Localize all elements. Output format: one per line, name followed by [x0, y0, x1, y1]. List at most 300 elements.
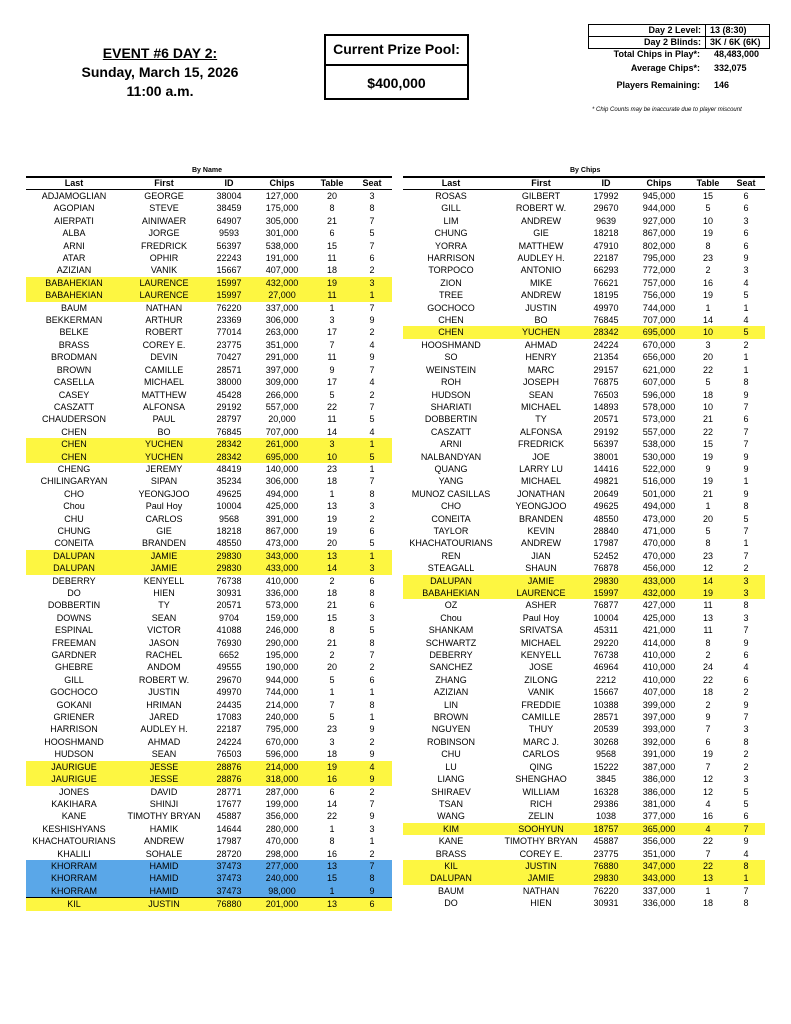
cell-chips: 336,000	[265, 588, 299, 598]
cell-table: 19	[312, 761, 352, 773]
cell-id: 29192	[216, 401, 242, 412]
blinds-label: Day 2 Blinds:	[589, 37, 706, 48]
cell-chips: 795,000	[642, 253, 676, 264]
cell-chips: 538,000	[265, 240, 299, 251]
cell-table: 5	[329, 712, 335, 723]
cell-table: 21	[326, 637, 337, 648]
cell-seat: 7	[369, 364, 375, 375]
cell-table: 18	[326, 588, 337, 598]
table-row	[403, 252, 765, 264]
cell-first: ALFONSA	[519, 426, 562, 437]
cell-id: 77014	[216, 327, 242, 338]
cell-seat: 9	[743, 488, 749, 499]
table-row	[403, 748, 765, 760]
cell-seat: 5	[352, 451, 392, 463]
table-row	[26, 401, 392, 413]
cell-seat: 9	[352, 885, 392, 898]
cell-chips: 433,000	[252, 562, 312, 574]
cell-first: AHMAD	[524, 339, 558, 350]
cell-seat: 2	[369, 513, 375, 524]
cell-first: HAMID	[122, 872, 206, 884]
cell-seat: 1	[352, 550, 392, 562]
cell-id: 14893	[593, 401, 619, 412]
cell-id: 49625	[593, 501, 619, 512]
cell-chips: 573,000	[265, 600, 299, 611]
cell-last: AZIZIAN	[56, 265, 92, 276]
cell-seat: 7	[743, 550, 749, 561]
table-row	[26, 711, 392, 723]
cell-table: 18	[326, 749, 337, 760]
cell-table: 21	[702, 488, 713, 499]
cell-table: 3	[312, 438, 352, 450]
cell-last: FREEMAN	[51, 637, 96, 648]
cell-first: HENRY	[525, 352, 557, 363]
cell-last: KIL	[26, 898, 122, 911]
cell-chips: 190,000	[265, 662, 299, 673]
cell-id: 20649	[593, 488, 619, 499]
cell-table: 2	[329, 650, 335, 661]
col-table: Table	[312, 177, 352, 190]
cell-table: 10	[312, 451, 352, 463]
table-row	[403, 823, 765, 835]
table-row	[403, 240, 765, 252]
cell-id: 35234	[216, 476, 242, 487]
cell-seat: 3	[352, 277, 392, 289]
cell-chips: 867,000	[265, 525, 299, 536]
cell-chips: 557,000	[265, 401, 299, 412]
cell-table: 20	[326, 662, 337, 673]
cell-chips: 407,000	[265, 265, 299, 276]
cell-seat: 9	[743, 451, 749, 462]
cell-table: 22	[702, 364, 713, 375]
table-row	[403, 376, 765, 388]
cell-id: 17677	[216, 798, 242, 809]
cell-table: 21	[326, 215, 337, 226]
table-row	[26, 475, 392, 487]
cell-first: ANDREW	[521, 290, 561, 301]
cell-seat: 6	[743, 240, 749, 251]
cell-last: BROWN	[433, 712, 469, 723]
cell-seat: 6	[743, 650, 749, 661]
cell-table: 13	[326, 501, 337, 512]
cell-last: DALUPAN	[26, 550, 122, 562]
cell-seat: 6	[369, 600, 375, 611]
cell-chips: 280,000	[265, 823, 299, 834]
cell-table: 6	[329, 786, 335, 797]
cell-id: 9568	[218, 513, 240, 524]
cell-last: HOOSHMAND	[421, 339, 481, 350]
table-row	[26, 202, 392, 214]
table-row	[26, 823, 392, 835]
cell-first: JUSTIN	[122, 898, 206, 911]
cell-seat: 8	[369, 588, 375, 598]
cell-table: 18	[702, 898, 713, 909]
event-time: 11:00 a.m.	[126, 83, 194, 99]
cell-seat: 6	[369, 525, 375, 536]
cell-table: 11	[312, 289, 352, 301]
table-row	[26, 835, 392, 847]
cell-chips: 365,000	[629, 823, 689, 835]
cell-seat: 9	[743, 699, 749, 710]
cell-chips: 240,000	[265, 712, 299, 723]
table-row	[403, 351, 765, 363]
cell-chips: 695,000	[252, 451, 312, 463]
cell-seat: 7	[369, 650, 375, 661]
cell-chips: 377,000	[642, 811, 676, 822]
cell-seat: 3	[743, 612, 749, 623]
cell-id: 17987	[593, 538, 619, 549]
cell-seat: 2	[743, 749, 749, 760]
cell-first: FREDDIE	[521, 699, 561, 710]
cell-last: ROSAS	[435, 191, 467, 201]
cell-seat: 7	[369, 476, 375, 487]
cell-seat: 5	[369, 228, 375, 239]
cell-id: 9568	[595, 749, 617, 760]
cell-last: KHORRAM	[26, 885, 122, 898]
cell-last: DO	[444, 898, 458, 909]
col-chips: Chips	[629, 177, 689, 190]
table-row	[403, 488, 765, 500]
table-row	[403, 885, 765, 897]
table-row	[403, 438, 765, 450]
cell-seat: 9	[369, 352, 375, 363]
cell-table: 2	[705, 265, 711, 276]
cell-seat: 5	[369, 625, 375, 636]
cell-chips: 795,000	[265, 724, 299, 735]
cell-chips: 199,000	[265, 798, 299, 809]
table-row	[403, 699, 765, 711]
cell-chips: 410,000	[265, 575, 299, 586]
cell-chips: 802,000	[642, 240, 676, 251]
cell-seat: 3	[743, 265, 749, 276]
cell-table: 22	[702, 674, 713, 685]
table-row	[26, 612, 392, 624]
cell-chips: 392,000	[642, 736, 676, 747]
cell-seat: 6	[369, 674, 375, 685]
cell-first: YEONGJOO	[138, 488, 190, 499]
cell-seat: 1	[352, 289, 392, 301]
cell-chips: 261,000	[252, 438, 312, 450]
cell-last: DALUPAN	[403, 872, 499, 884]
cell-id: 20571	[216, 600, 242, 611]
cell-seat: 2	[743, 761, 749, 772]
cell-seat: 8	[369, 637, 375, 648]
table-row	[26, 252, 392, 264]
cell-seat: 5	[743, 786, 749, 797]
cell-first: MATTHEW	[518, 240, 564, 251]
cell-id: 56397	[216, 240, 242, 251]
cell-table: 1	[329, 823, 335, 834]
cell-seat: 7	[743, 885, 749, 896]
cell-table: 14	[312, 562, 352, 574]
cell-first: JAMIE	[122, 562, 206, 574]
table-row	[26, 550, 392, 562]
cell-first: JIAN	[531, 550, 551, 561]
cell-first: MICHAEL	[520, 637, 561, 648]
cell-table: 9	[705, 712, 711, 723]
cell-table: 2	[705, 699, 711, 710]
cell-table: 1	[312, 885, 352, 898]
cell-chips: 432,000	[252, 277, 312, 289]
table-row	[26, 513, 392, 525]
cell-table: 17	[326, 327, 337, 338]
cell-id: 23775	[593, 848, 619, 859]
cell-last: GOKANI	[56, 699, 92, 710]
event-title-block	[60, 44, 260, 101]
cell-table: 7	[705, 848, 711, 859]
cell-seat: 3	[352, 562, 392, 574]
cell-first: YUCHEN	[122, 438, 206, 450]
total-chips-label: Total Chips in Play*:	[613, 49, 700, 59]
cell-first: Paul Hoy	[522, 612, 560, 623]
cell-table: 8	[329, 203, 335, 214]
cell-id: 29220	[593, 637, 619, 648]
cell-seat: 7	[743, 712, 749, 723]
cell-last: KHACHATOURIANS	[409, 538, 493, 549]
table-row	[26, 798, 392, 810]
cell-seat: 2	[369, 327, 375, 338]
table-row	[26, 438, 392, 450]
table-row	[403, 513, 765, 525]
cell-id: 24435	[216, 699, 242, 710]
table-row	[403, 339, 765, 351]
table-row	[403, 525, 765, 537]
cell-table: 8	[705, 240, 711, 251]
cell-last: REN	[441, 550, 461, 561]
cell-chips: 945,000	[642, 191, 676, 201]
cell-table: 15	[702, 439, 713, 450]
cell-id: 22243	[216, 253, 242, 264]
cell-id: 3845	[595, 774, 617, 785]
cell-last: GHEBRE	[54, 662, 93, 673]
cell-id: 17992	[593, 191, 619, 201]
cell-chips: 695,000	[629, 326, 689, 338]
cell-first: LAURENCE	[122, 289, 206, 301]
cell-id: 23369	[216, 315, 242, 326]
cell-id: 38004	[216, 191, 242, 201]
cell-last: BAUM	[437, 885, 464, 896]
cell-seat: 6	[743, 674, 749, 685]
cell-seat: 1	[743, 302, 749, 313]
cell-table: 1	[705, 302, 711, 313]
cell-table: 1	[329, 488, 335, 499]
cell-last: ESPINAL	[54, 625, 94, 636]
table-row	[26, 326, 392, 338]
cell-last: BABAHEKIAN	[26, 277, 122, 289]
cell-table: 16	[702, 277, 713, 288]
cell-seat: 8	[743, 736, 749, 747]
table-row	[403, 277, 765, 289]
cell-first: JAMIE	[499, 872, 583, 884]
table-row	[403, 550, 765, 562]
cell-table: 15	[326, 240, 337, 251]
cell-chips: 410,000	[642, 650, 676, 661]
cell-last: DALUPAN	[403, 575, 499, 587]
cell-table: 7	[705, 761, 711, 772]
cell-id: 28771	[216, 786, 242, 797]
cell-chips: 356,000	[265, 811, 299, 822]
cell-id: 29192	[593, 426, 619, 437]
cell-seat: 9	[743, 836, 749, 847]
table-row	[403, 761, 765, 773]
cell-first: COREY E.	[142, 339, 186, 350]
cell-chips: 240,000	[252, 872, 312, 884]
cell-id: 56397	[593, 439, 619, 450]
cell-first: ZELIN	[528, 811, 554, 822]
cell-table: 1	[329, 302, 335, 313]
cell-last: LIANG	[437, 774, 465, 785]
table-row	[26, 723, 392, 735]
cell-chips: 159,000	[265, 612, 299, 623]
cell-last: NALBANDYAN	[420, 451, 482, 462]
table-row	[403, 413, 765, 425]
table-row	[403, 798, 765, 810]
event-title: EVENT #6 DAY 2:	[102, 45, 218, 61]
table-row	[403, 736, 765, 748]
cell-last: BABAHEKIAN	[26, 289, 122, 301]
cell-chips: 501,000	[642, 488, 676, 499]
cell-first: HAMIK	[149, 823, 179, 834]
cell-chips: 397,000	[642, 712, 676, 723]
cell-table: 5	[329, 389, 335, 400]
cell-table: 8	[705, 637, 711, 648]
cell-last: JAURIGUE	[26, 761, 122, 773]
cell-first: VICTOR	[147, 625, 181, 636]
col-seat: Seat	[352, 177, 392, 190]
cell-id: 49970	[216, 687, 242, 698]
cell-chips: 290,000	[265, 637, 299, 648]
cell-last: BROWN	[56, 364, 92, 375]
cell-seat: 2	[369, 848, 375, 859]
cell-table: 11	[327, 414, 337, 425]
cell-id: 15667	[593, 687, 619, 698]
cell-chips: 318,000	[252, 773, 312, 785]
cell-last: Chou	[440, 612, 462, 623]
cell-table: 1	[329, 687, 335, 698]
cell-seat: 8	[743, 898, 749, 909]
cell-id: 28342	[206, 451, 252, 463]
cell-table: 18	[702, 389, 713, 400]
cell-id: 24224	[593, 339, 619, 350]
cell-first: KENYELL	[143, 575, 185, 586]
cell-table: 22	[689, 860, 727, 872]
cell-chips: 433,000	[629, 575, 689, 587]
cell-first: OPHIR	[149, 253, 179, 264]
cell-last: CASZATT	[430, 426, 472, 437]
cell-chips: 306,000	[265, 315, 299, 326]
cell-id: 76878	[593, 563, 619, 574]
cell-chips: 386,000	[642, 786, 676, 797]
table-row	[26, 376, 392, 388]
table-row	[26, 661, 392, 673]
cell-table: 1	[705, 885, 711, 896]
cell-first: FREDRICK	[140, 240, 187, 251]
table-row	[26, 637, 392, 649]
cell-chips: 772,000	[642, 265, 676, 276]
blinds-value: 3K / 6K (6K)	[710, 37, 761, 47]
cell-chips: 596,000	[642, 389, 676, 400]
table-row	[403, 264, 765, 276]
cell-table: 7	[705, 724, 711, 735]
cell-id: 29830	[583, 872, 629, 884]
cell-seat: 4	[743, 315, 749, 326]
cell-table: 24	[702, 662, 713, 673]
cell-id: 47910	[593, 240, 619, 251]
cell-id: 30931	[593, 898, 619, 909]
cell-id: 76220	[216, 302, 242, 313]
cell-table: 13	[702, 612, 713, 623]
cell-seat: 9	[743, 253, 749, 264]
cell-last: JAURIGUE	[26, 773, 122, 785]
cell-chips: 744,000	[265, 687, 299, 698]
cell-id: 76738	[593, 650, 619, 661]
table-row	[26, 562, 392, 574]
cell-first: GIE	[533, 228, 549, 239]
cell-first: ZILONG	[524, 674, 558, 685]
cell-table: 1	[705, 501, 711, 512]
cell-seat: 8	[352, 872, 392, 884]
cell-table: 19	[326, 513, 337, 524]
cell-first: JASON	[148, 637, 179, 648]
cell-last: WEINSTEIN	[425, 364, 476, 375]
cell-seat: 1	[743, 538, 749, 549]
cell-id: 18218	[593, 228, 619, 239]
cell-id: 18757	[583, 823, 629, 835]
cell-first: GIE	[156, 525, 172, 536]
cell-seat: 6	[743, 811, 749, 822]
cell-id: 46964	[593, 662, 619, 673]
cell-last: HUDSON	[431, 389, 471, 400]
cell-first: COREY E.	[519, 848, 563, 859]
table-row	[403, 364, 765, 376]
cell-chips: 867,000	[642, 228, 676, 239]
cell-first: BO	[534, 315, 548, 326]
cell-first: NATHAN	[145, 302, 183, 313]
level-label: Day 2 Level:	[589, 25, 706, 36]
cell-seat: 2	[369, 265, 375, 276]
cell-first: PAUL	[152, 414, 176, 425]
cell-id: 37473	[206, 860, 252, 872]
cell-table: 22	[326, 401, 337, 412]
cell-last: ROH	[441, 377, 461, 388]
cell-last: SO	[444, 352, 458, 363]
table-row	[403, 326, 765, 338]
cell-first: MICHAEL	[520, 401, 561, 412]
cell-table: 23	[326, 724, 337, 735]
table-row	[403, 451, 765, 463]
cell-last: KHORRAM	[26, 860, 122, 872]
cell-id: 20539	[593, 724, 619, 735]
cell-first: ARTHUR	[145, 315, 183, 326]
cell-chips: 707,000	[265, 426, 299, 437]
table-row	[26, 264, 392, 276]
cell-last: BAUM	[60, 302, 87, 313]
cell-id: 15997	[206, 277, 252, 289]
cell-table: 20	[326, 538, 337, 549]
table-row	[403, 314, 765, 326]
cell-table: 11	[703, 625, 713, 636]
cell-first: SHINJI	[149, 798, 179, 809]
table-row	[26, 190, 392, 203]
cell-seat: 6	[743, 228, 749, 239]
cell-first: GEORGE	[144, 191, 184, 201]
cell-last: ZHANG	[435, 674, 467, 685]
cell-first: YUCHEN	[499, 326, 583, 338]
cell-first: SEAN	[151, 612, 177, 623]
cell-chips: 381,000	[642, 798, 676, 809]
cell-id: 30931	[216, 588, 242, 598]
cell-last: YANG	[438, 476, 464, 487]
